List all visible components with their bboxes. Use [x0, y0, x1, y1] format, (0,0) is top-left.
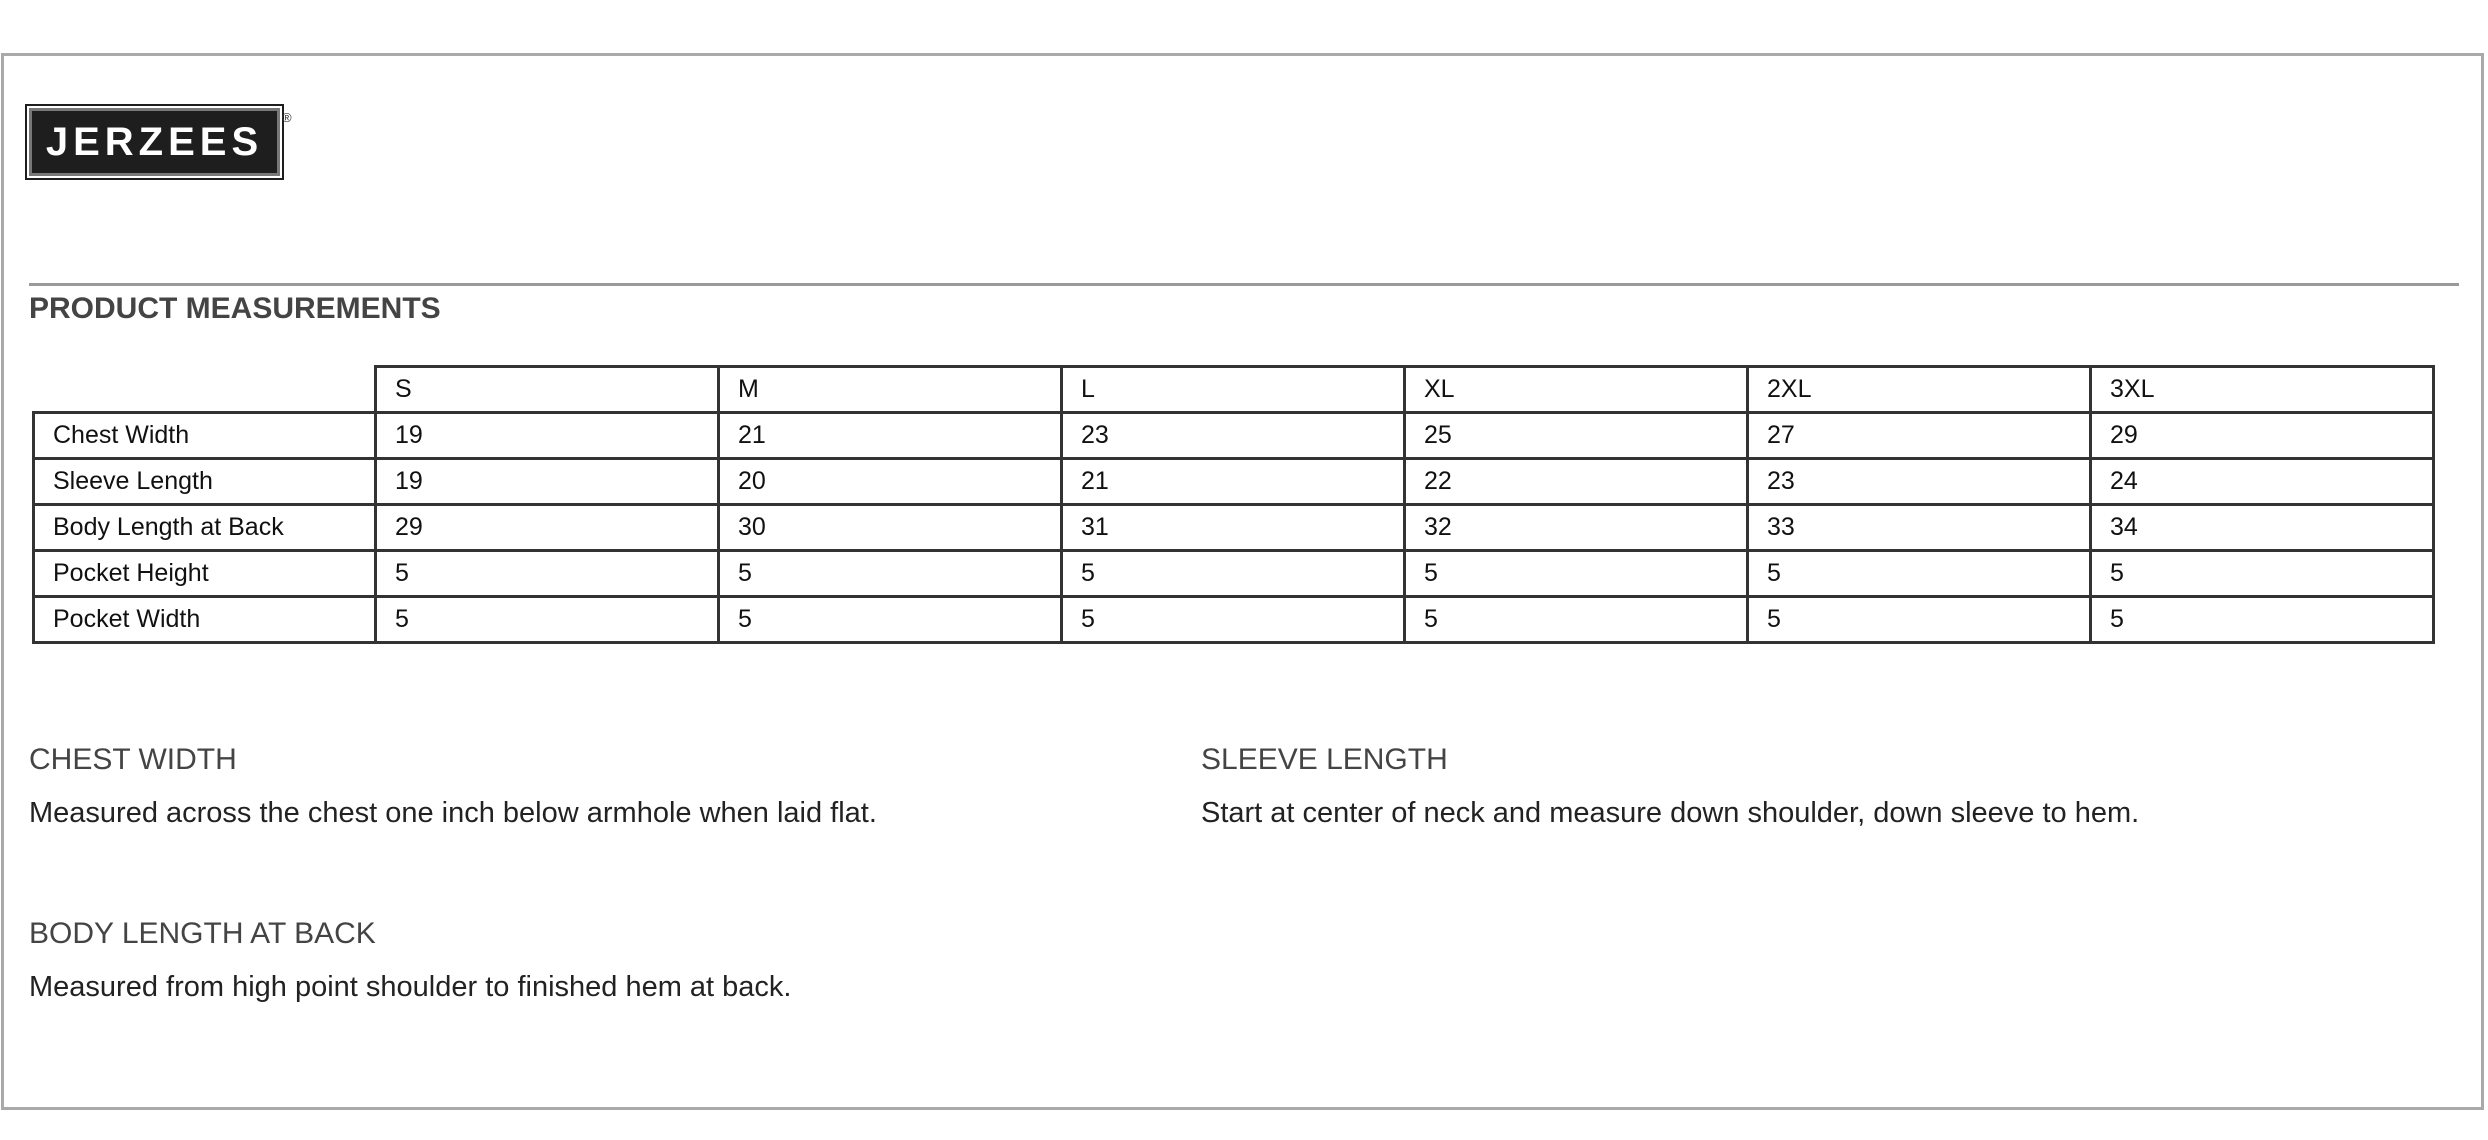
size-header: L: [1062, 367, 1405, 413]
row-label: Pocket Width: [34, 597, 376, 643]
table-cell: 21: [1062, 459, 1405, 505]
size-header: 2XL: [1748, 367, 2091, 413]
sleeve-length-description: [1201, 743, 2139, 830]
table-cell: 5: [719, 597, 1062, 643]
table-cell: 27: [1748, 413, 2091, 459]
row-label: Sleeve Length: [34, 459, 376, 505]
table-cell: 32: [1405, 505, 1748, 551]
row-label: Pocket Height: [34, 551, 376, 597]
table-cell: 5: [1405, 551, 1748, 597]
table-cell: 5: [2091, 551, 2434, 597]
table-cell: 21: [719, 413, 1062, 459]
table-cell: 23: [1062, 413, 1405, 459]
chest-width-description: [29, 743, 877, 830]
size-header: S: [376, 367, 719, 413]
table-cell: 5: [1405, 597, 1748, 643]
body-length-description: [29, 917, 791, 1004]
table-cell: 5: [719, 551, 1062, 597]
row-label: Body Length at Back: [34, 505, 376, 551]
description-text: Measured across the chest one inch below armhole when laid flat.: [29, 797, 877, 829]
description-heading: SLEEVE LENGTH: [1201, 743, 1448, 776]
table-cell: 34: [2091, 505, 2434, 551]
table-cell: 5: [376, 597, 719, 643]
description-text: Start at center of neck and measure down shoulder, down sleeve to hem.: [1201, 797, 2140, 829]
table-cell: 22: [1405, 459, 1748, 505]
table-cell: 5: [1062, 551, 1405, 597]
table-cell: 19: [376, 413, 719, 459]
registered-mark: ®: [282, 110, 292, 125]
table-row: [34, 505, 2434, 551]
description-text: Measured from high point shoulder to finished hem at back.: [29, 971, 792, 1003]
table-cell: 31: [1062, 505, 1405, 551]
description-heading: BODY LENGTH AT BACK: [29, 917, 376, 950]
table-row: [34, 459, 2434, 505]
table-cell: 30: [719, 505, 1062, 551]
table-cell: 33: [1748, 505, 2091, 551]
table-cell: 29: [2091, 413, 2434, 459]
table-corner-cell: [34, 367, 376, 413]
table-row: [34, 597, 2434, 643]
table-cell: 29: [376, 505, 719, 551]
row-label: Chest Width: [34, 413, 376, 459]
table-row: [34, 413, 2434, 459]
description-heading: CHEST WIDTH: [29, 743, 237, 776]
section-title: PRODUCT MEASUREMENTS: [29, 292, 441, 325]
table-cell: 5: [376, 551, 719, 597]
size-header: 3XL: [2091, 367, 2434, 413]
jerzees-logo: [29, 108, 280, 176]
table-cell: 25: [1405, 413, 1748, 459]
table-cell: 5: [1062, 597, 1405, 643]
table-cell: 5: [1748, 597, 2091, 643]
size-header: XL: [1405, 367, 1748, 413]
table-cell: 19: [376, 459, 719, 505]
table-row: [34, 551, 2434, 597]
table-header-row: [34, 367, 2434, 413]
table-cell: 23: [1748, 459, 2091, 505]
table-cell: 24: [2091, 459, 2434, 505]
table-cell: 5: [1748, 551, 2091, 597]
size-header: M: [719, 367, 1062, 413]
table-cell: 20: [719, 459, 1062, 505]
logo-text: JERZEES: [45, 119, 264, 164]
table-cell: 5: [2091, 597, 2434, 643]
measurements-table: [32, 365, 2435, 644]
divider: [29, 283, 2459, 286]
